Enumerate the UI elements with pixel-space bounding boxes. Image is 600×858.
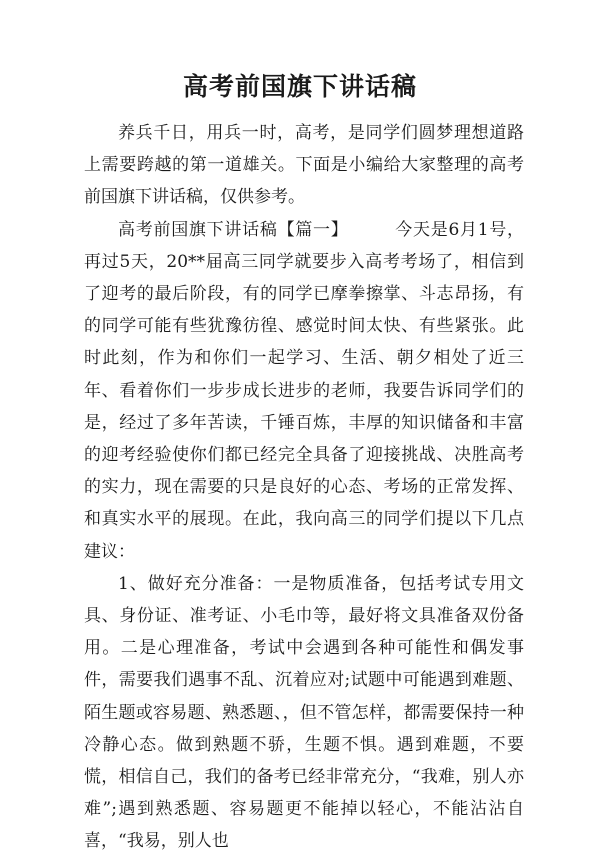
section-one-paragraph: [84, 214, 524, 568]
point-one-paragraph: 1、做好充分准备：一是物质准备，包括考试专用文具、身份证、准考证、小毛巾等，最好将文具准备双份备用。二是心理准备，考试中会遇到各种可能性和偶发事件，需要我们遇事不乱、沉着应对;试题中可能遇到难题、陌生题或容易题、熟悉题、，但不管怎样，都需要保持一种冷静心态。做到熟题不骄，生题不惧。遇到难题，不要慌，相信自己，我们的备考已经非常充分，“我难，别人亦难”;遇到熟悉题、容易题更不能掉以轻心，不能沾沾自喜，“我易，别人也: [84, 573, 524, 852]
document-body: [84, 117, 524, 858]
document-title: 高考前国旗下讲话稿: [182, 72, 417, 101]
intro-paragraph: 养兵千日，用兵一时，高考，是同学们圆梦理想道路上需要跨越的第一道雄关。下面是小编给大家整理的高考前国旗下讲话稿，仅供参考。: [84, 123, 524, 208]
section-body: 今天是6月1号，再过5天，20**届高三同学就要步入高考考场了，相信到了迎考的最后阶段，有的同学已摩拳擦掌、斗志昂扬，有的同学可能有些犹豫彷徨、感觉时间太快、有些紧张。此时此刻，作为和你们一起学习、生活、朝夕相处了近三年、看着你们一步步成长进步的老师，我要告诉同学们的是，经过了多年苦读，千锤百炼，丰厚的知识储备和丰富的迎考经验使你们都已经完全具备了迎接挑战、决胜高考的实力，现在需要的只是良好的心态、考场的正常发挥、和真实水平的展现。在此，我向高三的同学们提以下几点建议：: [84, 219, 524, 562]
section-heading: 高考前国旗下讲话稿【篇一】: [118, 219, 349, 240]
